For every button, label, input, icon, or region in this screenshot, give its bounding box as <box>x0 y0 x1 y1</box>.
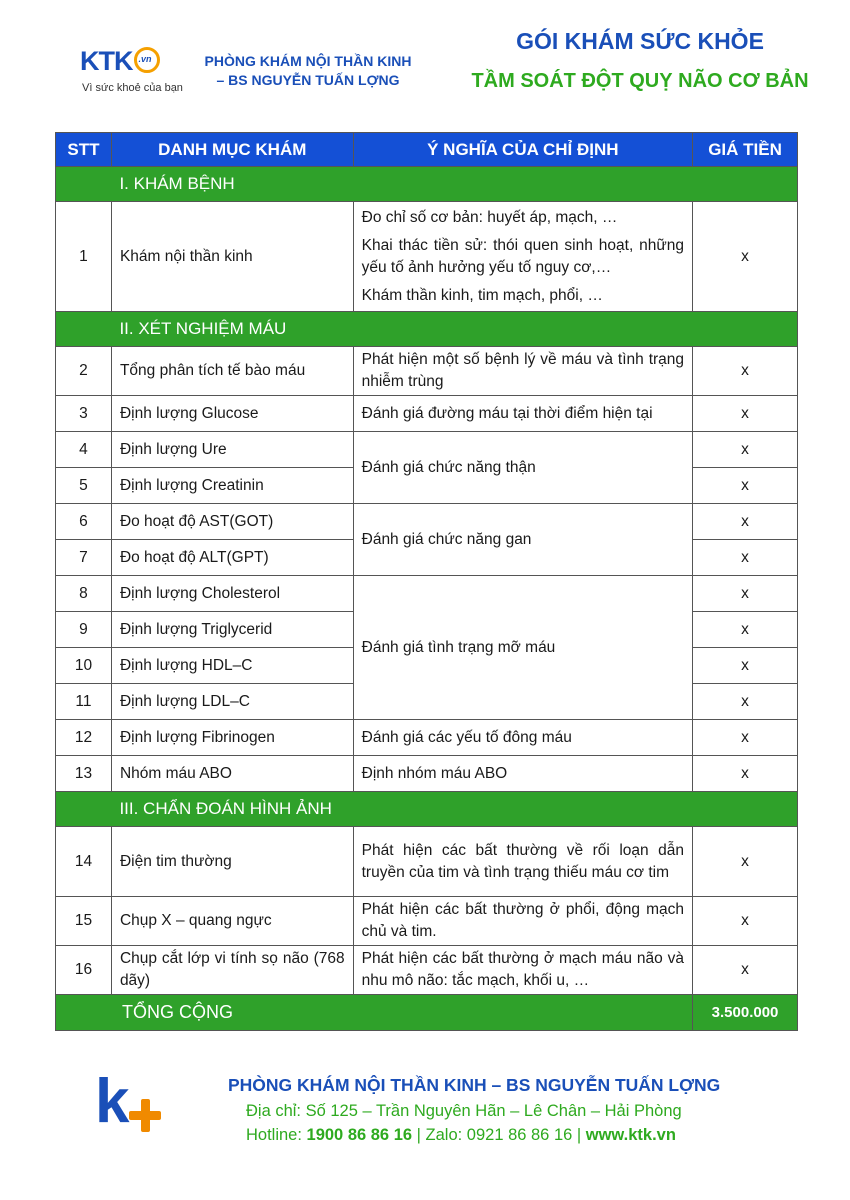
row-meaning: Phát hiện các bất thường ở phổi, động mạch chủ và tim. <box>353 897 692 946</box>
table-row <box>56 756 798 792</box>
row-stt: 2 <box>56 347 112 396</box>
header-item: DANH MỤC KHÁM <box>111 133 353 167</box>
table-row <box>56 202 798 312</box>
package-subtitle: TẦM SOÁT ĐỘT QUỴ NÃO CƠ BẢN <box>471 70 809 92</box>
row-item: Định lượng Creatinin <box>111 468 353 504</box>
row-stt: 13 <box>56 756 112 792</box>
hotline-number[interactable]: 1900 86 86 16 <box>306 1126 413 1144</box>
table-row <box>56 576 798 612</box>
row-item: Chụp cắt lớp vi tính sọ não (768 dãy) <box>111 946 353 995</box>
ktk-logo <box>80 44 183 100</box>
row-meaning: Đánh giá các yếu tố đông máu <box>353 720 692 756</box>
table-header-row <box>56 133 798 167</box>
total-row <box>56 995 798 1031</box>
header-price: GIÁ TIỀN <box>693 133 798 167</box>
table-row <box>56 347 798 396</box>
row-meaning: Đánh giá tình trạng mỡ máu <box>353 576 692 720</box>
row-stt: 12 <box>56 720 112 756</box>
row-item: Tổng phân tích tế bào máu <box>111 347 353 396</box>
row-item: Định lượng Glucose <box>111 396 353 432</box>
row-stt: 6 <box>56 504 112 540</box>
row-price: x <box>693 576 798 612</box>
row-stt: 8 <box>56 576 112 612</box>
row-price: x <box>693 827 798 897</box>
row-price: x <box>693 396 798 432</box>
row-price: x <box>693 432 798 468</box>
hotline-label: Hotline: <box>246 1126 307 1144</box>
meaning-line: Khám thần kinh, tim mạch, phổi, … <box>361 286 603 304</box>
package-title: GÓI KHÁM SỨC KHỎE <box>516 28 764 54</box>
section-title: II. XÉT NGHIỆM MÁU <box>111 312 797 347</box>
row-meaning: Đánh giá chức năng gan <box>353 504 692 576</box>
row-price: x <box>693 720 798 756</box>
row-price: x <box>693 347 798 396</box>
row-price: x <box>693 684 798 720</box>
logo-tagline: Vì sức khoẻ của bạn <box>82 82 183 94</box>
row-meaning: Phát hiện các bất thường ở mạch máu não và nhu mô não: tắc mạch, khối u, … <box>353 946 692 995</box>
header-stt: STT <box>56 133 112 167</box>
row-stt: 3 <box>56 396 112 432</box>
logo-domain: .vn <box>138 54 152 64</box>
table-row <box>56 504 798 540</box>
section-title: I. KHÁM BỆNH <box>111 167 797 202</box>
section-row <box>56 312 798 347</box>
table-row <box>56 827 798 897</box>
row-item: Điện tim thường <box>111 827 353 897</box>
section-row <box>56 792 798 827</box>
row-price: x <box>693 612 798 648</box>
row-meaning: Đánh giá đường máu tại thời điểm hiện tại <box>353 396 692 432</box>
row-price: x <box>693 540 798 576</box>
row-stt: 4 <box>56 432 112 468</box>
row-stt: 11 <box>56 684 112 720</box>
logo-text: KTK <box>80 46 133 76</box>
row-item: Định lượng Ure <box>111 432 353 468</box>
row-stt: 16 <box>56 946 112 995</box>
row-item: Chụp X – quang ngực <box>111 897 353 946</box>
logo-circle-icon <box>134 47 160 73</box>
website-link[interactable]: www.ktk.vn <box>585 1126 676 1144</box>
exam-package-table <box>55 132 798 1031</box>
row-meaning: Phát hiện một số bệnh lý về máu và tình trạng nhiễm trùng <box>353 347 692 396</box>
row-price: x <box>693 648 798 684</box>
meaning-line: Khai thác tiền sử: thói quen sinh hoạt, những yếu tố ảnh hưởng yếu tố nguy cơ,… <box>361 236 685 276</box>
footer-clinic-name: PHÒNG KHÁM NỘI THẦN KINH – BS NGUYỄN TUẤN LỢNG <box>228 1075 721 1095</box>
row-price: x <box>693 468 798 504</box>
table-row <box>56 946 798 995</box>
meaning-line: Đo chỉ số cơ bản: huyết áp, mạch, … <box>361 208 618 226</box>
row-item: Đo hoạt độ AST(GOT) <box>111 504 353 540</box>
row-stt: 15 <box>56 897 112 946</box>
row-item: Định lượng Fibrinogen <box>111 720 353 756</box>
section-title: III. CHẨN ĐOÁN HÌNH ẢNH <box>111 792 797 827</box>
row-price: x <box>693 756 798 792</box>
row-meaning: Đánh giá chức năng thận <box>353 432 692 504</box>
row-price: x <box>693 202 798 312</box>
row-item: Đo hoạt độ ALT(GPT) <box>111 540 353 576</box>
header-meaning: Ý NGHĨA CỦA CHỈ ĐỊNH <box>353 133 692 167</box>
row-price: x <box>693 897 798 946</box>
k-plus-logo-icon: k <box>95 1080 170 1140</box>
row-stt: 7 <box>56 540 112 576</box>
total-price: 3.500.000 <box>693 995 798 1031</box>
table-row <box>56 432 798 468</box>
row-stt: 14 <box>56 827 112 897</box>
row-stt: 9 <box>56 612 112 648</box>
footer-address: Địa chỉ: Số 125 – Trần Nguyên Hãn – Lê Chân – Hải Phòng <box>246 1102 682 1120</box>
table-row <box>56 720 798 756</box>
row-item: Định lượng HDL–C <box>111 648 353 684</box>
row-item: Nhóm máu ABO <box>111 756 353 792</box>
total-label: TỔNG CỘNG <box>56 995 693 1031</box>
table-row <box>56 897 798 946</box>
footer-contact <box>246 1126 676 1145</box>
row-meaning: Định nhóm máu ABO <box>353 756 692 792</box>
clinic-heading-line2: – BS NGUYỄN TUẤN LỢNG <box>216 72 400 88</box>
clinic-heading <box>188 52 428 90</box>
row-meaning <box>353 202 692 312</box>
zalo-text: | Zalo: 0921 86 86 16 | <box>412 1126 586 1144</box>
row-price: x <box>693 946 798 995</box>
row-price: x <box>693 504 798 540</box>
row-stt: 1 <box>56 202 112 312</box>
table-row <box>56 396 798 432</box>
row-meaning: Phát hiện các bất thường về rối loạn dẫn truyền của tim và tình trạng thiếu máu cơ tim <box>353 827 692 897</box>
row-item: Khám nội thần kinh <box>111 202 353 312</box>
section-row <box>56 167 798 202</box>
row-item: Định lượng Cholesterol <box>111 576 353 612</box>
row-item: Định lượng LDL–C <box>111 684 353 720</box>
row-item: Định lượng Triglycerid <box>111 612 353 648</box>
clinic-heading-line1: PHÒNG KHÁM NỘI THẦN KINH <box>204 53 412 69</box>
logo-mark <box>80 46 160 77</box>
row-stt: 10 <box>56 648 112 684</box>
row-stt: 5 <box>56 468 112 504</box>
